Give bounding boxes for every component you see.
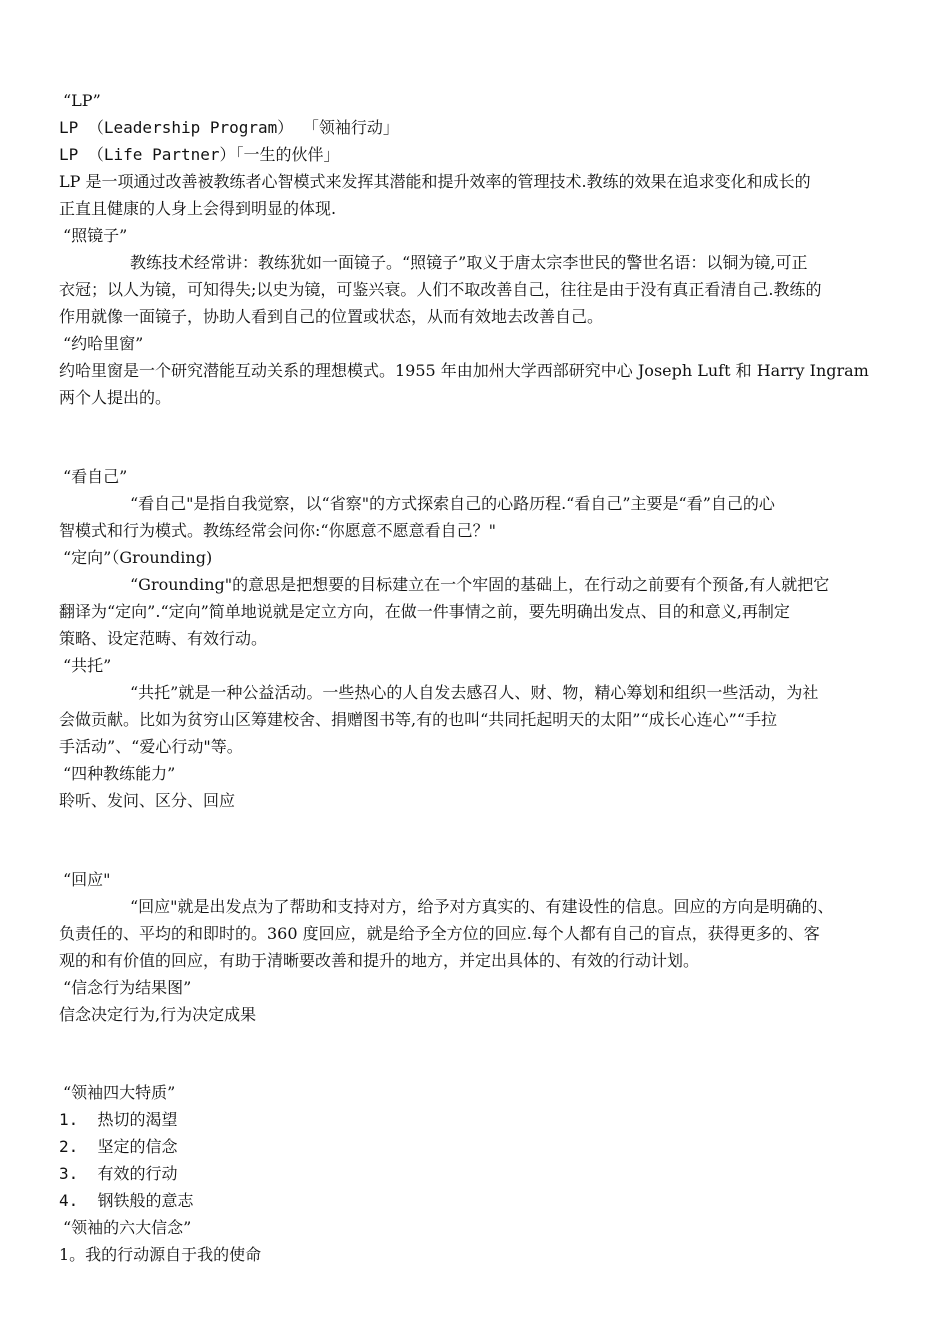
lp-definition-life-partner: LP （Life Partner）「一生的伙伴」 bbox=[59, 145, 340, 164]
list-item: 2. 坚定的信念 bbox=[59, 1137, 178, 1156]
paragraph-line: “回应"就是出发点为了帮助和支持对方，给予对方真实的、有建设性的信息。回应的方向是明确的、 bbox=[130, 897, 834, 916]
paragraph-line: 智模式和行为模式。教练经常会问你:“你愿意不愿意看自己？" bbox=[59, 521, 496, 540]
section-heading-mirror: “照镜子” bbox=[63, 226, 128, 245]
paragraph-line: 翻译为“定向”.“定向”简单地说就是定立方向，在做一件事情之前，要先明确出发点、目的和意义,再制定 bbox=[59, 602, 790, 621]
paragraph-line: “看自己"是指自我觉察，以“省察"的方式探索自己的心路历程.“看自己”主要是“看”自己的心 bbox=[130, 494, 775, 513]
section-heading-belief-chart: “信念行为结果图” bbox=[63, 978, 192, 997]
paragraph-line: 会做贡献。比如为贫穷山区筹建校舍、捐赠图书等,有的也叫“共同托起明天的太阳”“成长心连心”“手拉 bbox=[59, 710, 777, 729]
section-heading-feedback: “回应" bbox=[63, 870, 111, 889]
section-heading-self: “看自己” bbox=[63, 467, 128, 486]
paragraph-line: 负责任的、平均的和即时的。360 度回应，就是给予全方位的回应.每个人都有自己的盲点，获得更多的、客 bbox=[59, 924, 820, 943]
paragraph-line: 手活动”、“爱心行动"等。 bbox=[59, 737, 243, 756]
paragraph-line: “Grounding"的意思是把想要的目标建立在一个牢固的基础上，在行动之前要有个预备,有人就把它 bbox=[130, 575, 830, 594]
paragraph-line: 观的和有价值的回应，有助于清晰要改善和提升的地方，并定出具体的、有效的行动计划。 bbox=[59, 951, 700, 970]
lp-definition-leadership: LP （Leadership Program） 「领袖行动」 bbox=[59, 118, 399, 137]
paragraph-line: 衣冠；以人为镜，可知得失;以史为镜，可鉴兴衰。人们不取改善自己，往往是由于没有真正看清自己.教练的 bbox=[59, 280, 822, 299]
section-heading-lp: “LP” bbox=[63, 91, 101, 110]
paragraph-line: 两个人提出的。 bbox=[59, 388, 172, 407]
list-item: 1。我的行动源自于我的使命 bbox=[59, 1245, 262, 1264]
list-item: 3. 有效的行动 bbox=[59, 1164, 178, 1183]
section-heading-traits: “领袖四大特质” bbox=[63, 1083, 176, 1102]
paragraph-line: 约哈里窗是一个研究潜能互动关系的理想模式。1955 年由加州大学西部研究中心 Joseph Luft 和 Harry Ingram bbox=[59, 361, 869, 380]
section-heading-support: “共托” bbox=[63, 656, 112, 675]
list-item: 1. 热切的渴望 bbox=[59, 1110, 178, 1129]
paragraph-line: 正直且健康的人身上会得到明显的体现. bbox=[59, 199, 337, 218]
paragraph-line: 聆听、发问、区分、回应 bbox=[59, 791, 236, 810]
paragraph-line: 策略、设定范畴、有效行动。 bbox=[59, 629, 268, 648]
section-heading-abilities: “四种教练能力” bbox=[63, 764, 176, 783]
paragraph-line: LP 是一项通过改善被教练者心智模式来发挥其潜能和提升效率的管理技术.教练的效果在追求变化和成长的 bbox=[59, 172, 811, 191]
paragraph-line: 教练技术经常讲：教练犹如一面镜子。“照镜子”取义于唐太宗李世民的警世名语：以铜为镜,可正 bbox=[130, 253, 808, 272]
paragraph-line: 作用就像一面镜子，协助人看到自己的位置或状态，从而有效地去改善自己。 bbox=[59, 307, 604, 326]
paragraph-line: 信念决定行为,行为决定成果 bbox=[59, 1005, 257, 1024]
paragraph-line: “共托”就是一种公益活动。一些热心的人自发去感召人、财、物，精心筹划和组织一些活动，为社 bbox=[130, 683, 819, 702]
section-heading-johari: “约哈里窗” bbox=[63, 334, 144, 353]
list-item: 4. 钢铁般的意志 bbox=[59, 1191, 194, 1210]
section-heading-six-beliefs: “领袖的六大信念” bbox=[63, 1218, 192, 1237]
section-heading-grounding: “定向”（Grounding) bbox=[63, 548, 213, 567]
